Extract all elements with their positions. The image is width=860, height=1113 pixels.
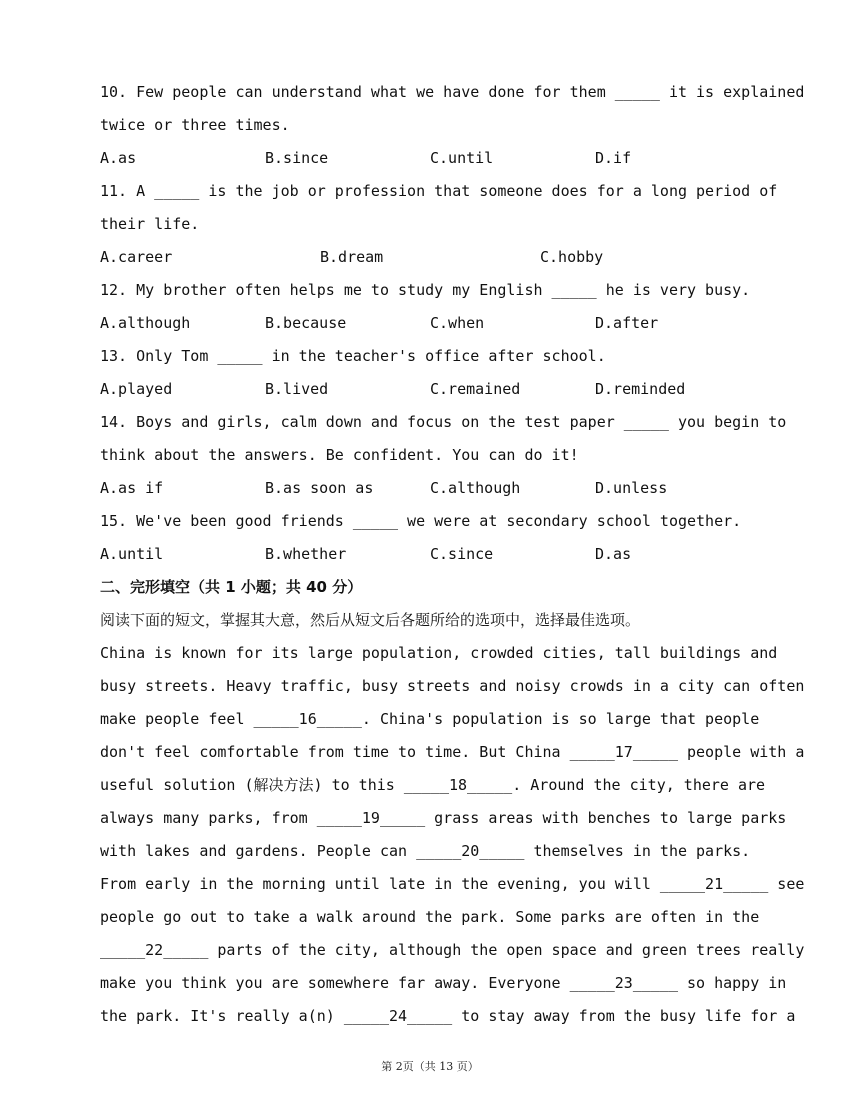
answer-option: A.played xyxy=(100,380,173,398)
question-stem-line: their life. xyxy=(100,215,200,233)
answer-option: A.although xyxy=(100,314,191,332)
answer-option: C.although xyxy=(430,479,521,497)
answer-option: A.career xyxy=(100,248,173,266)
passage-line: useful solution (解决方法) to this _____18_____. Around the city, there are xyxy=(100,776,766,794)
answer-option: C.hobby xyxy=(540,248,604,266)
answer-option: D.after xyxy=(595,314,659,332)
answer-option: D.reminded xyxy=(595,380,686,398)
options-row xyxy=(100,538,760,571)
passage-line: the park. It's really a(n) _____24_____ to stay away from the busy life for a xyxy=(100,1007,796,1025)
passage-line: don't feel comfortable from time to time. But China _____17_____ people with a xyxy=(100,743,805,761)
question-block xyxy=(100,274,760,340)
section-heading: 二、完形填空（共 1 小题；共 40 分） xyxy=(100,578,363,596)
answer-option: B.lived xyxy=(265,380,329,398)
passage-line: always many parks, from _____19_____ grass areas with benches to large parks xyxy=(100,809,787,827)
answer-option: A.until xyxy=(100,545,164,563)
answer-option: B.since xyxy=(265,149,329,167)
question-stem-line: twice or three times. xyxy=(100,116,290,134)
question-block xyxy=(100,505,760,571)
answer-option: B.dream xyxy=(320,248,384,266)
answer-option: C.until xyxy=(430,149,494,167)
passage-line: make you think you are somewhere far away. Everyone _____23_____ so happy in xyxy=(100,974,787,992)
passage-line: busy streets. Heavy traffic, busy streets and noisy crowds in a city can often xyxy=(100,677,805,695)
question-stem-line: 14. Boys and girls, calm down and focus on the test paper _____ you begin to xyxy=(100,413,787,431)
question-block xyxy=(100,76,805,175)
options-row xyxy=(100,307,760,340)
passage-line: people go out to take a walk around the park. Some parks are often in the xyxy=(100,908,760,926)
passage-line: with lakes and gardens. People can _____20_____ themselves in the parks. xyxy=(100,842,751,860)
question-stem-line: 11. A _____ is the job or profession that someone does for a long period of xyxy=(100,182,778,200)
question-block xyxy=(100,406,787,505)
passage-line: _____22_____ parts of the city, although the open space and green trees really xyxy=(100,941,805,959)
page-footer: 第 2页（共 13 页） xyxy=(381,1060,479,1073)
question-block xyxy=(100,175,778,274)
answer-option: C.when xyxy=(430,314,485,332)
answer-option: D.as xyxy=(595,545,632,563)
answer-option: D.unless xyxy=(595,479,668,497)
options-row xyxy=(100,142,760,175)
passage-line: make people feel _____16_____. China's population is so large that people xyxy=(100,710,760,728)
question-stem-line: 15. We've been good friends _____ we were at secondary school together. xyxy=(100,512,742,530)
question-stem-line: 10. Few people can understand what we have done for them _____ it is explained xyxy=(100,83,805,101)
section-instruction: 阅读下面的短文，掌握其大意，然后从短文后各题所给的选项中，选择最佳选项。 xyxy=(100,611,641,629)
answer-option: B.whether xyxy=(265,545,347,563)
options-row xyxy=(100,472,760,505)
answer-option: A.as xyxy=(100,149,137,167)
question-stem-line: 12. My brother often helps me to study my English _____ he is very busy. xyxy=(100,281,751,299)
answer-option: A.as if xyxy=(100,479,164,497)
page-content xyxy=(100,76,805,1033)
question-stem-line: 13. Only Tom _____ in the teacher's office after school. xyxy=(100,347,606,365)
passage-line: From early in the morning until late in the evening, you will _____21_____ see xyxy=(100,875,805,893)
question-stem-line: think about the answers. Be confident. You can do it! xyxy=(100,446,579,464)
options-row xyxy=(100,241,760,274)
answer-option: C.since xyxy=(430,545,494,563)
answer-option: B.because xyxy=(265,314,347,332)
answer-option: C.remained xyxy=(430,380,521,398)
question-block xyxy=(100,340,760,406)
options-row xyxy=(100,373,760,406)
answer-option: D.if xyxy=(595,149,632,167)
passage-line: China is known for its large population, crowded cities, tall buildings and xyxy=(100,644,778,662)
answer-option: B.as soon as xyxy=(265,479,374,497)
